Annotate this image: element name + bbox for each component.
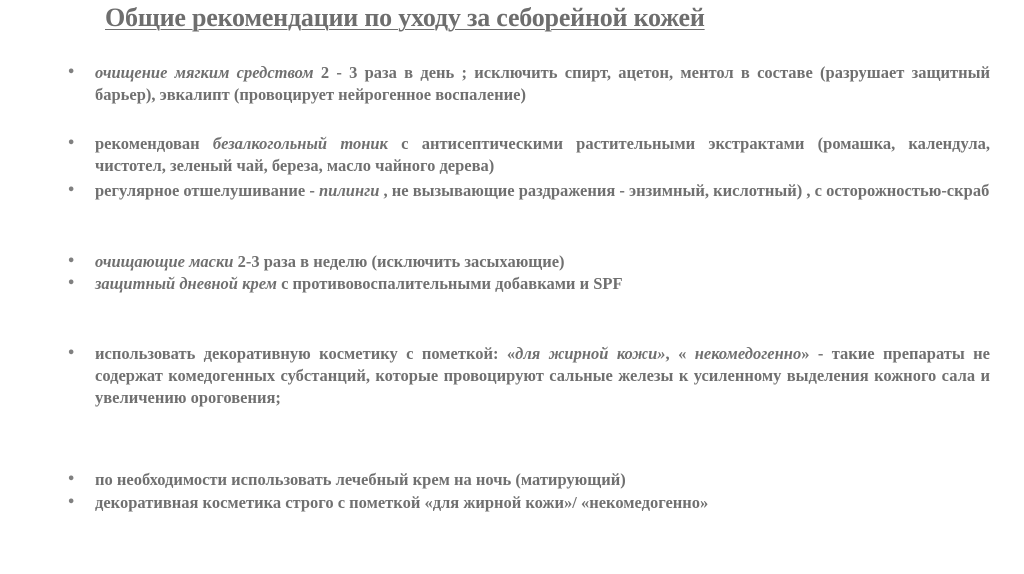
emphasis-text: очищающие маски — [95, 252, 234, 271]
body-text: по необходимости использовать лечебный крем на ночь (матирующий) — [95, 470, 626, 489]
list-item — [67, 492, 990, 514]
list-item — [67, 273, 990, 295]
list-item-text — [95, 344, 990, 407]
bullet-icon: • — [67, 65, 76, 80]
list-item-text — [95, 63, 990, 104]
list-item — [67, 180, 990, 202]
body-text: , не вызывающие раздражения - энзимный, кислотный) , с осторожностью-скраб — [379, 181, 990, 200]
list-item — [67, 343, 991, 409]
list-item — [67, 62, 990, 106]
bullet-icon: • — [67, 276, 76, 291]
emphasis-text: защитный дневной крем — [95, 274, 277, 293]
list-item-text — [95, 470, 626, 489]
body-text: декоративная косметика строго с пометкой «для жирной кожи»/ «некомедогенно» — [95, 493, 709, 512]
body-text: 2-3 раза в неделю (исключить засыхающие) — [233, 252, 565, 271]
bullet-icon: • — [67, 183, 76, 198]
list-item — [67, 251, 990, 273]
list-item-text — [95, 252, 565, 271]
body-text: , « — [665, 344, 695, 363]
emphasis-text: очищение мягким средством — [95, 63, 314, 82]
body-text: с антисептическими растительными экстрактами (ромашка, календула, чистотел, зеленый чай, береза, масло чайного дерева) — [95, 134, 990, 175]
bullet-icon: • — [67, 136, 76, 151]
emphasis-text: некомедогенно — [694, 344, 802, 363]
slide-title: Общие рекомендации по уходу за себорейной кожей — [105, 3, 705, 32]
body-text: » - такие препараты не содержат комедогенных субстанций, которые провоцируют сальные железы к усиленному выделения кожного сала и увеличению ороговения; — [95, 344, 991, 407]
body-text: рекомендован — [95, 134, 213, 153]
emphasis-text: безалкогольный тоник — [212, 134, 388, 153]
list-item-text — [95, 493, 708, 512]
body-text: 2 - 3 раза в день ; исключить спирт, ацетон, ментол в составе (разрушает защитный барьер), эвкалипт (провоцирует нейрогенное воспаление) — [95, 63, 990, 104]
body-text: регулярное отшелушивание - — [95, 181, 319, 200]
bullet-icon: • — [67, 472, 76, 487]
emphasis-text: пилинги — [318, 181, 380, 200]
bullet-icon: • — [67, 346, 76, 361]
list-item-text — [95, 181, 989, 200]
list-item-text — [95, 274, 623, 293]
list-item — [67, 133, 990, 177]
list-item — [67, 469, 990, 491]
list-item-text — [95, 134, 990, 175]
body-text: использовать декоративную косметику с пометкой: « — [95, 344, 516, 363]
bullet-icon: • — [67, 495, 76, 510]
bullet-icon: • — [67, 254, 76, 269]
emphasis-text: для жирной кожи» — [515, 344, 666, 363]
body-text: с противовоспалительными добавками и SPF — [276, 274, 623, 293]
